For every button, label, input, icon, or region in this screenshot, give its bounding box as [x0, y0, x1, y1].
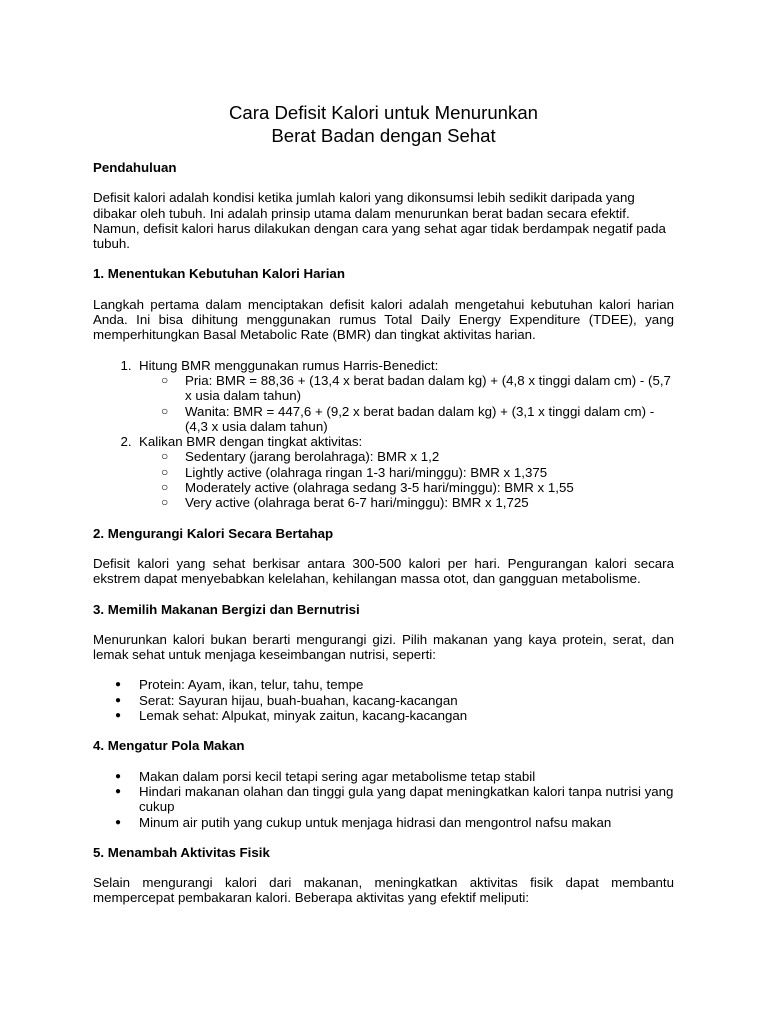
- section-2-paragraph: Defisit kalori yang sehat berkisar antara 300-500 kalori per hari. Pengurangan kalori secara ekstrem dapat menyebabkan kelelahan, kehilangan massa otot, dan gangguan metabolisme.: [93, 555, 674, 587]
- section-3-paragraph: Menurunkan kalori bukan berarti mengurangi gizi. Pilih makanan yang kaya protein, serat, dan lemak sehat untuk menjaga keseimbangan nutrisi, seperti:: [93, 631, 674, 663]
- activity-level-item: ○ Sedentary (jarang berolahraga): BMR x 1,2: [185, 449, 674, 464]
- bmr-step-2-label: Kalikan BMR dengan tingkat aktivitas:: [139, 434, 363, 450]
- section-3-heading: 3. Memilih Makanan Bergizi dan Bernutrisi: [93, 601, 360, 617]
- section-4-heading: 4. Mengatur Pola Makan: [93, 738, 245, 754]
- activity-level-item: ○ Moderately active (olahraga sedang 3-5 hari/minggu): BMR x 1,55: [185, 480, 674, 495]
- bmr-formula-list: [139, 373, 674, 434]
- bmr-steps-list: [93, 358, 674, 511]
- activity-level-item: ○ Lightly active (olahraga ringan 1-3 hari/minggu): BMR x 1,375: [185, 465, 674, 480]
- list-item: ● Makan dalam porsi kecil tetapi sering agar metabolisme tetap stabil: [139, 769, 674, 784]
- activity-level-list: [139, 449, 674, 510]
- section-1-paragraph: Langkah pertama dalam menciptakan defisit kalori adalah mengetahui kebutuhan kalori harian Anda. Ini bisa dihitung menggunakan rumus Total Daily Energy Expenditure (TDEE), yang memperhitungkan Basal Metabolic Rate (BMR) dan tingkat aktivitas harian.: [93, 296, 674, 343]
- bmr-formula-item: ○ Wanita: BMR = 447,6 + (9,2 x berat badan dalam kg) + (3,1 x tinggi dalam cm) - (4,3 x usia dalam tahun): [185, 404, 674, 435]
- activity-level-item: ○ Very active (olahraga berat 6-7 hari/minggu): BMR x 1,725: [185, 495, 674, 510]
- bmr-formula-item: ○ Pria: BMR = 88,36 + (13,4 x berat badan dalam kg) + (4,8 x tinggi dalam cm) - (5,7 x usia dalam tahun): [185, 373, 674, 404]
- bmr-step-2: [139, 434, 674, 510]
- section-5-paragraph: Selain mengurangi kalori dari makanan, meningkatkan aktivitas fisik dapat membantu mempercepat pembakaran kalori. Beberapa aktivitas yang efektif meliputi:: [93, 875, 674, 906]
- nutrition-list: [93, 677, 674, 723]
- bmr-step-1: [139, 358, 674, 434]
- title-line-2: Berat Badan dengan Sehat: [271, 125, 496, 146]
- intro-paragraph: Defisit kalori adalah kondisi ketika jumlah kalori yang dikonsumsi lebih sedikit daripada yang dibakar oleh tubuh. Ini adalah prinsip utama dalam menurunkan berat badan secara efektif. Namun, defisit kalori harus dilakukan dengan cara yang sehat agar tidak berdampak negatif pada tubuh.: [93, 190, 666, 252]
- list-item: ● Hindari makanan olahan dan tinggi gula yang dapat meningkatkan kalori tanpa nutrisi yang cukup: [139, 784, 674, 815]
- list-item: ● Lemak sehat: Alpukat, minyak zaitun, kacang-kacangan: [139, 708, 674, 723]
- bmr-step-1-label: Hitung BMR menggunakan rumus Harris-Benedict:: [139, 357, 439, 373]
- section-1-heading: 1. Menentukan Kebutuhan Kalori Harian: [93, 266, 345, 282]
- list-item: ● Serat: Sayuran hijau, buah-buahan, kacang-kacangan: [139, 693, 674, 708]
- title-line-1: Cara Defisit Kalori untuk Menurunkan: [228, 102, 538, 123]
- section-5-heading: 5. Menambah Aktivitas Fisik: [93, 844, 270, 860]
- eating-pattern-list: [93, 769, 674, 830]
- list-item: ● Minum air putih yang cukup untuk menjaga hidrasi dan mengontrol nafsu makan: [139, 815, 674, 830]
- document-title: [93, 101, 674, 147]
- section-2-heading: 2. Mengurangi Kalori Secara Bertahap: [93, 525, 334, 541]
- list-item: ● Protein: Ayam, ikan, telur, tahu, tempe: [139, 677, 674, 692]
- intro-heading: Pendahuluan: [93, 160, 177, 175]
